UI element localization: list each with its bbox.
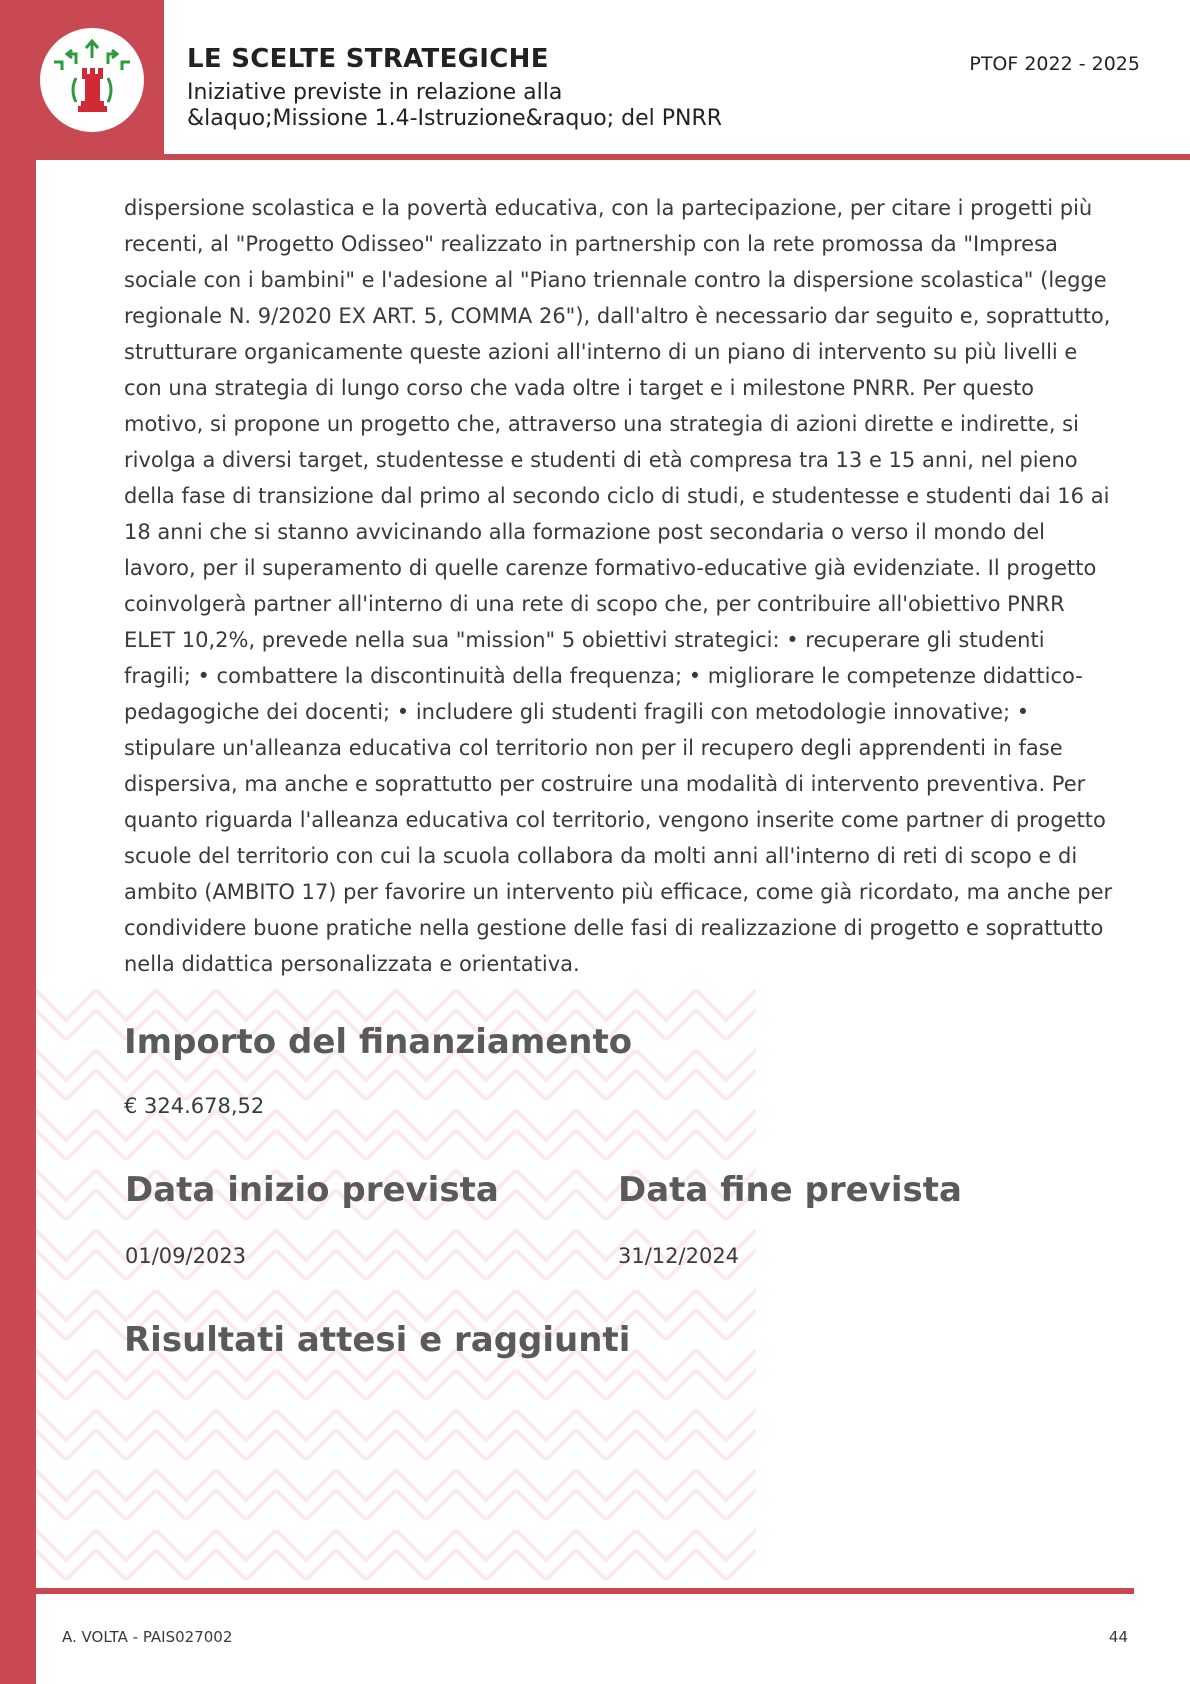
- header-subtitle: [187, 80, 947, 132]
- chevron-pattern: [36, 980, 756, 1580]
- body-paragraph: dispersione scolastica e la povertà educativa, con la partecipazione, per citare i progetti più recenti, al "Progetto Odisseo" realizzato in partnership con la rete promossa da "Impresa sociale con i bambini" e l'adesione al "Piano triennale contro la dispersione scolastica" (legge regionale N. 9/2020 EX ART. 5, COMMA 26"), dall'altro è necessario dar seguito e, soprattutto, strutturare organicamente queste azioni all'interno di un piano di intervento su più livelli e con una strategia di lungo corso che vada oltre i target e i milestone PNRR. Per questo motivo, si propone un progetto che, attraverso una strategia di azioni dirette e indirette, si rivolga a diversi target, studentesse e studenti di età compresa tra 13 e 15 anni, nel pieno della fase di transizione dal primo al secondo ciclo di studi, e studentesse e studenti dai 16 ai 18 anni che si stanno avvicinando alla formazione post secondaria o verso il mondo del lavoro, per il superamento di quelle carenze formativo-educative già evidenziate. Il progetto coinvolgerà partner all'interno di una rete di scopo che, per contribuire all'obiettivo PNRR ELET 10,2%, prevede nella sua "mission" 5 obiettivi strategici: • recuperare gli studenti fragili; • combattere la discontinuità della frequenza; • migliorare le competenze didattico-pedagogiche dei docenti; • includere gli studenti fragili con metodologie innovative; • stipulare un'alleanza educativa col territorio non per il recupero degli apprendenti in fase dispersiva, ma anche e soprattutto per costruire una modalità di intervento preventiva. Per quanto riguarda l'alleanza educativa col territorio, vengono inserite come partner di progetto scuole del territorio con cui la scuola collabora da molti anni all'interno di reti di scopo e di ambito (AMBITO 17) per favorire un intervento più efficace, come già ricordato, ma anche per condividere buone pratiche nella gestione delle fasi di realizzazione di progetto e soprattutto nella didattica personalizzata e orientativa.: [124, 196, 1113, 976]
- end-date-value: 31/12/2024: [618, 1244, 740, 1268]
- financing-heading: Importo del finanziamento: [124, 1022, 633, 1062]
- left-accent-stripe: [0, 0, 36, 1684]
- page-number: 44: [1108, 1628, 1128, 1646]
- financing-amount: € 324.678,52: [124, 1094, 265, 1118]
- header-subtitle-line2: &laquo;Missione 1.4-Istruzione&raquo; del PNRR: [187, 106, 723, 131]
- footer-school-code: A. VOLTA - PAIS027002: [62, 1628, 233, 1646]
- ptof-label: PTOF 2022 - 2025: [969, 53, 1140, 75]
- main-content: [124, 190, 1114, 982]
- header-subtitle-line1: Iniziative previste in relazione alla: [187, 80, 563, 105]
- footer-divider: [36, 1588, 1134, 1594]
- header-title: LE SCELTE STRATEGICHE: [187, 44, 549, 74]
- start-date-heading: Data inizio prevista: [125, 1170, 499, 1210]
- results-heading: Risultati attesi e raggiunti: [124, 1320, 631, 1360]
- school-logo: [40, 28, 144, 132]
- start-date-value: 01/09/2023: [125, 1244, 247, 1268]
- header-divider: [164, 154, 1190, 160]
- end-date-heading: Data fine prevista: [618, 1170, 962, 1210]
- school-tower-logo-icon: [40, 28, 144, 132]
